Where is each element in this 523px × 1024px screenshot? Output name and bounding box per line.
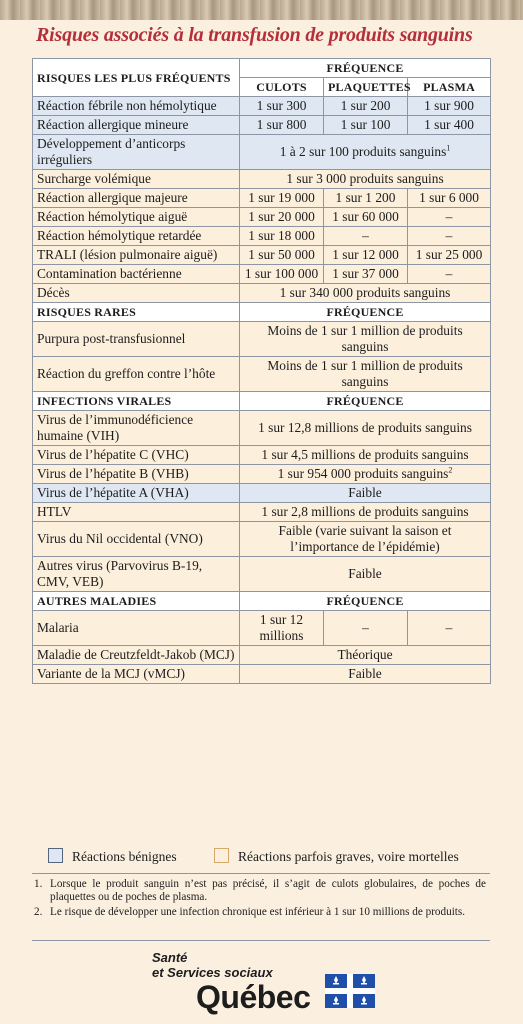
row-label: Purpura post-transfusionnel (33, 322, 240, 357)
legend-label-severe: Réactions parfois graves, voire mortelles (237, 849, 459, 864)
cell-frequency: Faible (240, 484, 491, 503)
row-label: Réaction allergique mineure (33, 116, 240, 135)
table-row-hemolytique-retardee (33, 227, 491, 246)
row-label: Virus de l’hépatite A (VHA) (33, 484, 240, 503)
footnote-text: Le risque de développer une infection chronique est inférieur à 1 sur 10 millions de produits. (50, 906, 466, 918)
row-label: Réaction du greffon contre l’hôte (33, 357, 240, 392)
cell-plasma: – (408, 265, 491, 284)
cell-plasma: 1 sur 400 (408, 116, 491, 135)
fleur-de-lis-flag-icon (325, 974, 375, 1008)
cell-frequency (240, 465, 491, 484)
cell-frequency: 1 sur 3 000 produits sanguins (240, 170, 491, 189)
cell-plaquettes: 1 sur 100 (324, 116, 408, 135)
table-row-vhb (33, 465, 491, 484)
cell-plasma: 1 sur 900 (408, 97, 491, 116)
logo-line-2: et Services sociaux (152, 965, 273, 980)
row-label: Réaction hémolytique retardée (33, 227, 240, 246)
row-label: Développement d’anticorps irréguliers (33, 135, 240, 170)
logo-quebec: Québec (196, 979, 311, 1015)
cell-frequency: 1 sur 4,5 millions de produits sanguins (240, 446, 491, 465)
cell-culots: 1 sur 100 000 (240, 265, 324, 284)
page-title: Risques associés à la transfusion de produits sanguins (36, 24, 473, 46)
row-label: Autres virus (Parvovirus B-19, CMV, VEB) (33, 557, 240, 592)
cell-plasma: – (408, 208, 491, 227)
header-row-viral (33, 392, 491, 411)
table-row-vmcj (33, 665, 491, 684)
risk-table (32, 58, 491, 684)
table-row-trali (33, 246, 491, 265)
cell-frequency: 1 sur 12,8 millions de produits sanguins (240, 411, 491, 446)
legend-label-benign: Réactions bénignes (72, 849, 177, 864)
table-row-mcj (33, 646, 491, 665)
legend-swatch-benign (48, 848, 63, 863)
decorative-top-strip (0, 0, 523, 20)
footnote-2 (34, 906, 486, 919)
row-label: Réaction hémolytique aiguë (33, 208, 240, 227)
cell-culots: 1 sur 18 000 (240, 227, 324, 246)
cell-culots: 1 sur 19 000 (240, 189, 324, 208)
header-row-frequent (33, 59, 491, 78)
cell-frequency: Moins de 1 sur 1 million de produits sanguins (240, 322, 491, 357)
cell-culots: 1 sur 300 (240, 97, 324, 116)
legend-swatch-severe (214, 848, 229, 863)
table-row-htlv (33, 503, 491, 522)
section-header-viral: INFECTIONS VIRALES (33, 392, 240, 411)
row-label: Contamination bactérienne (33, 265, 240, 284)
cell-plasma: – (408, 611, 491, 646)
row-label: TRALI (lésion pulmonaire aiguë) (33, 246, 240, 265)
cell-value: 1 sur 954 000 produits sanguins (277, 466, 449, 481)
table-row-purpura (33, 322, 491, 357)
row-label: Virus de l’hépatite B (VHB) (33, 465, 240, 484)
table-row-autres-virus (33, 557, 491, 592)
footnote-text: Lorsque le produit sanguin n’est pas précisé, il s’agit de culots globulaires, de poches de plaquettes ou de poches de plasma. (50, 878, 486, 903)
table-row-deces (33, 284, 491, 303)
cell-plaquettes: 1 sur 12 000 (324, 246, 408, 265)
section-header-frequent: RISQUES LES PLUS FRÉQUENTS (33, 59, 240, 97)
row-label: Malaria (33, 611, 240, 646)
cell-frequency (240, 135, 491, 170)
row-label: Virus de l’hépatite C (VHC) (33, 446, 240, 465)
row-label: Virus de l’immunodéficience humaine (VIH) (33, 411, 240, 446)
cell-plaquettes: – (324, 611, 408, 646)
row-label: Maladie de Creutzfeldt-Jakob (MCJ) (33, 646, 240, 665)
row-label: Surcharge volémique (33, 170, 240, 189)
cell-frequency: Moins de 1 sur 1 million de produits sanguins (240, 357, 491, 392)
row-label: Réaction allergique majeure (33, 189, 240, 208)
section-header-rare: RISQUES RARES (33, 303, 240, 322)
cell-plaquettes: – (324, 227, 408, 246)
cell-frequency: Faible (240, 665, 491, 684)
ministry-logo-text (152, 950, 273, 980)
footnote-number: 2. (34, 906, 43, 918)
table-row-vih (33, 411, 491, 446)
frequency-header: FRÉQUENCE (240, 303, 491, 322)
row-label: Variante de la MCJ (vMCJ) (33, 665, 240, 684)
cell-frequency: 1 sur 340 000 produits sanguins (240, 284, 491, 303)
cell-value: 1 à 2 sur 100 produits sanguins (279, 144, 447, 159)
row-label: Réaction fébrile non hémolytique (33, 97, 240, 116)
footnote-1 (34, 878, 486, 904)
cell-frequency: Théorique (240, 646, 491, 665)
column-header-culots: CULOTS (240, 78, 324, 97)
cell-frequency: Faible (varie suivant la saison et l’importance de l’épidémie) (240, 522, 491, 557)
divider (32, 873, 490, 874)
table-row-bacterienne (33, 265, 491, 284)
cell-plasma: 1 sur 25 000 (408, 246, 491, 265)
cell-frequency: Faible (240, 557, 491, 592)
cell-plasma: – (408, 227, 491, 246)
table-row-allergie-mineure (33, 116, 491, 135)
table-row-hemolytique-aigue (33, 208, 491, 227)
cell-plasma: 1 sur 6 000 (408, 189, 491, 208)
table-row-greffon (33, 357, 491, 392)
footnote-marker: 1 (446, 143, 451, 153)
footnotes (34, 878, 486, 921)
column-header-plaquettes: PLAQUETTES (324, 78, 408, 97)
cell-culots: 1 sur 800 (240, 116, 324, 135)
cell-culots: 1 sur 50 000 (240, 246, 324, 265)
frequency-header: FRÉQUENCE (240, 592, 491, 611)
column-header-plasma: PLASMA (408, 78, 491, 97)
cell-frequency: 1 sur 2,8 millions de produits sanguins (240, 503, 491, 522)
table-row-vhc (33, 446, 491, 465)
legend (48, 848, 508, 865)
cell-plaquettes: 1 sur 200 (324, 97, 408, 116)
row-label: Décès (33, 284, 240, 303)
cell-culots: 1 sur 12 millions (240, 611, 324, 646)
table-row-allergie-majeure (33, 189, 491, 208)
table-row-febrile (33, 97, 491, 116)
table-row-surcharge (33, 170, 491, 189)
logo-line-1: Santé (152, 950, 188, 965)
header-row-rare (33, 303, 491, 322)
header-row-other (33, 592, 491, 611)
cell-culots: 1 sur 20 000 (240, 208, 324, 227)
section-header-other: AUTRES MALADIES (33, 592, 240, 611)
frequency-header: FRÉQUENCE (240, 59, 491, 78)
table-row-anticorps (33, 135, 491, 170)
row-label: HTLV (33, 503, 240, 522)
footnote-marker: 2 (448, 465, 453, 475)
divider (32, 940, 490, 941)
cell-plaquettes: 1 sur 1 200 (324, 189, 408, 208)
table-row-vha (33, 484, 491, 503)
frequency-header: FRÉQUENCE (240, 392, 491, 411)
row-label: Virus du Nil occidental (VNO) (33, 522, 240, 557)
table-row-vno (33, 522, 491, 557)
table-row-malaria (33, 611, 491, 646)
footnote-number: 1. (34, 878, 43, 890)
cell-plaquettes: 1 sur 37 000 (324, 265, 408, 284)
cell-plaquettes: 1 sur 60 000 (324, 208, 408, 227)
